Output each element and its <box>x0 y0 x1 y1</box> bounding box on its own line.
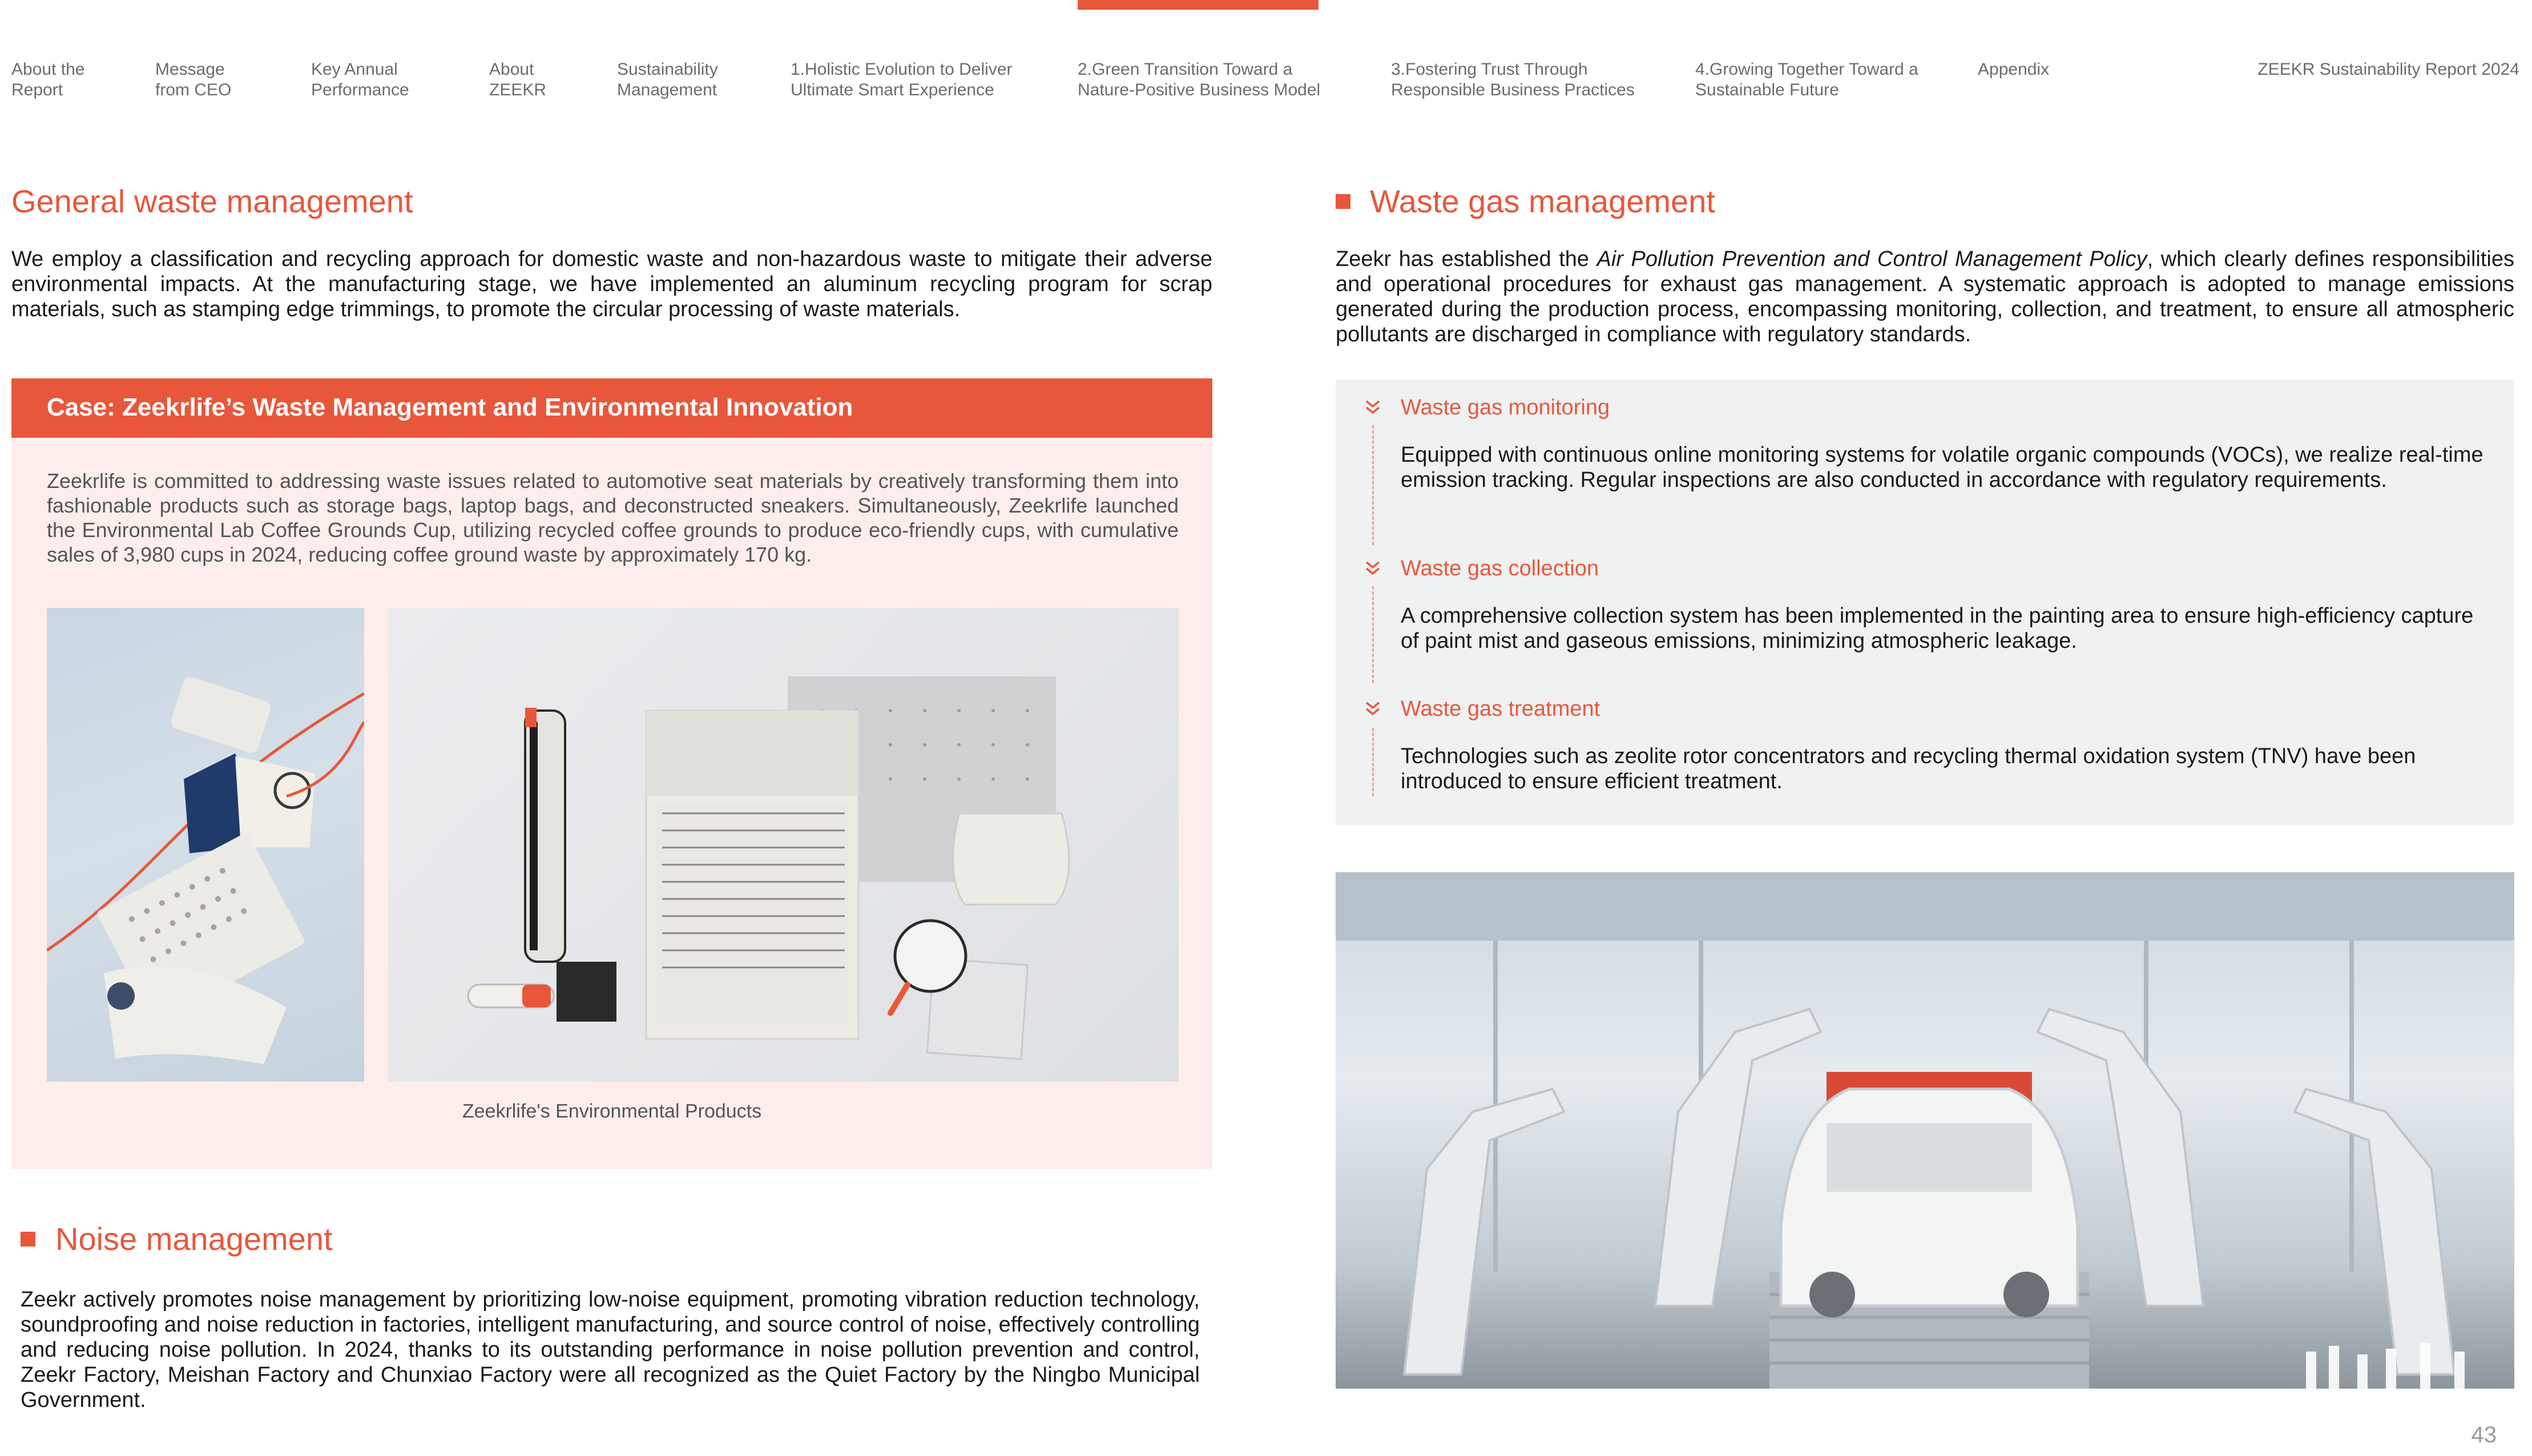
case-title: Case: Zeekrlife’s Waste Management and Environmental Innovation <box>47 393 853 421</box>
robotic-paint-line-illustration <box>1336 872 2514 1389</box>
report-title: ZEEKR Sustainability Report 2024 <box>2257 60 2519 79</box>
waste-gas-treatment-title: Waste gas treatment <box>1401 697 1600 721</box>
case-body: Zeekrlife is committed to addressing waste issues related to automotive seat materials by creatively transforming them into fashionable products such as storage bags, laptop bags, and deconstructed sneakers. Simultaneously, Zeekrlife launched the Environmental Lab Coffee Grounds Cup, utilizing recycled coffee grounds to produce eco-friendly cups, with cumulative sales of 3,980 cups in 2024, reducing coffee ground waste by approximately 170 kg. <box>47 469 1179 566</box>
waste-gas-heading-marker <box>1336 194 1350 209</box>
waste-gas-heading: Waste gas management <box>1370 183 1715 219</box>
case-header <box>11 378 1212 438</box>
double-chevron-down-icon <box>1364 700 1381 717</box>
nav-item-sustainability-mgmt[interactable]: Sustainability Management <box>617 60 718 99</box>
case-photo-caption: Zeekrlife's Environmental Products <box>462 1100 762 1122</box>
waste-gas-intro-end: , which clearly defines responsibilities and operational procedures for exhaust gas management. A systematic approach is adopted to manage emissions generated during the production process, encompassing monitoring, collection, and treatment, to ensure all atmospheric pollutants are discharged in compliance with regulatory standards. <box>1336 247 2515 346</box>
environmental-products-photo <box>388 608 1179 1082</box>
nav-item-chapter-1[interactable]: 1.Holistic Evolution to Deliver Ultimate Smart Experience <box>791 60 1013 99</box>
case-box <box>11 378 1212 1169</box>
step-connector <box>1372 425 1374 545</box>
step-connector <box>1372 728 1374 796</box>
products-flatlay-illustration <box>388 608 1179 1082</box>
waste-gas-intro <box>1336 247 2514 347</box>
sneaker-product-photo <box>47 608 364 1082</box>
general-waste-body: We employ a classification and recycling approach for domestic waste and non-hazardous waste to mitigate their adverse environmental impacts. At the manufacturing stage, we have implemented an aluminum recycling program for scrap materials, such as stamping edge trimmings, to promote the circular processing of waste materials. <box>11 247 1212 321</box>
double-chevron-down-icon <box>1364 560 1381 577</box>
nav-item-about-report[interactable]: About the Report <box>11 60 85 99</box>
air-pollution-policy-name: Air Pollution Prevention and Control Management Policy <box>1596 247 2147 271</box>
nav-item-chapter-2[interactable]: 2.Green Transition Toward a Nature-Positive Business Model <box>1078 60 1321 99</box>
sneaker-product-illustration <box>47 608 364 1082</box>
nav-active-indicator <box>1078 0 1319 10</box>
waste-gas-treatment-text: Technologies such as zeolite rotor concentrators and recycling thermal oxidation system (TNV) have been introduced to ensure efficient treatment. <box>1401 744 2416 793</box>
noise-heading-marker <box>21 1232 35 1247</box>
step-connector <box>1372 586 1374 683</box>
noise-heading: Noise management <box>55 1221 333 1257</box>
nav-item-appendix[interactable]: Appendix <box>1978 60 2050 79</box>
noise-body: Zeekr actively promotes noise management by prioritizing low-noise equipment, promoting vibration reduction technology, soundproofing and noise reduction in factories, intelligent manufacturing, and source control of noise, effectively controlling and reducing noise pollution. In 2024, thanks to its outstanding performance in noise pollution prevention and control, Zeekr Factory, Meishan Factory and Chunxiao Factory were all recognized as the Quiet Factory by the Ningbo Municipal Government. <box>21 1288 1200 1412</box>
page-number: 43 <box>2471 1422 2497 1447</box>
waste-gas-monitoring-text: Equipped with continuous online monitoring systems for volatile organic compounds (VOCs), we realize real-time emission tracking. Regular inspections are also conducted in accordance with regulatory requirements. <box>1401 443 2483 492</box>
waste-gas-steps-box <box>1336 380 2514 825</box>
nav-item-message-ceo[interactable]: Message from CEO <box>155 60 232 99</box>
general-waste-heading: General waste management <box>11 183 413 219</box>
waste-gas-monitoring-title: Waste gas monitoring <box>1401 396 1610 420</box>
double-chevron-down-icon <box>1364 399 1381 416</box>
waste-gas-intro-start: Zeekr has established the <box>1336 247 1597 271</box>
nav-item-chapter-4[interactable]: 4.Growing Together Toward a Sustainable Future <box>1695 60 1918 99</box>
waste-gas-collection-text: A comprehensive collection system has been implemented in the painting area to ensure high-efficiency capture of paint mist and gaseous emissions, minimizing atmospheric leakage. <box>1401 604 2474 653</box>
nav-item-key-performance[interactable]: Key Annual Performance <box>311 60 409 99</box>
waste-gas-collection-title: Waste gas collection <box>1401 556 1599 580</box>
nav-item-chapter-3[interactable]: 3.Fostering Trust Through Responsible Business Practices <box>1391 60 1635 99</box>
painting-workshop-photo <box>1336 872 2514 1389</box>
nav-item-about-zeekr[interactable]: About ZEEKR <box>489 60 547 99</box>
